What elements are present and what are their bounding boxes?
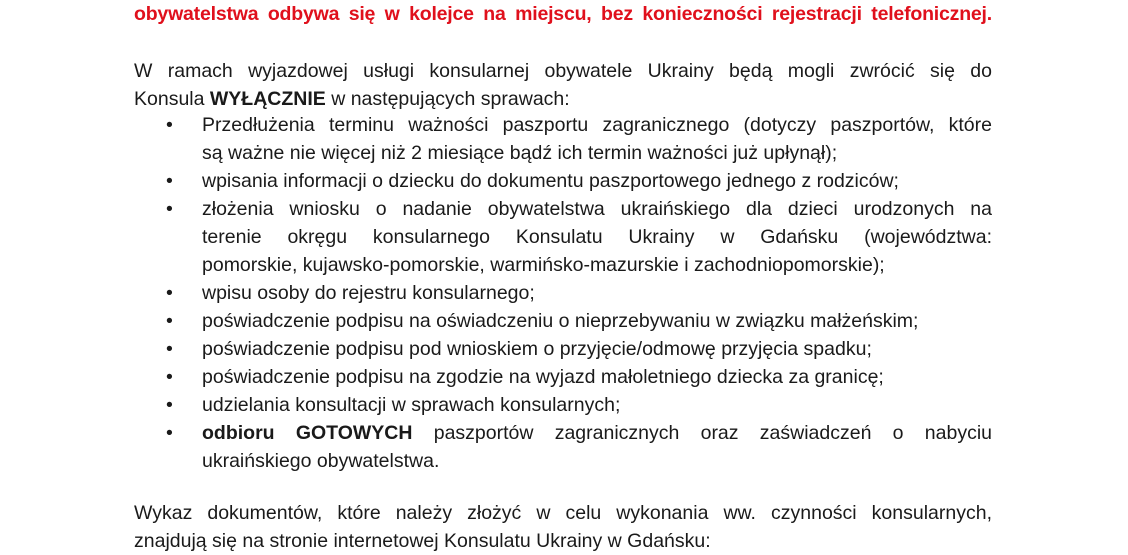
bullet-icon: • bbox=[166, 114, 173, 136]
bullet-icon: • bbox=[166, 394, 173, 416]
bullet-icon: • bbox=[166, 338, 173, 360]
list-item bbox=[134, 391, 992, 419]
bullet-icon: • bbox=[166, 198, 173, 220]
list-item bbox=[134, 167, 992, 195]
bullet-icon: • bbox=[166, 170, 173, 192]
list-item-line: udzielania konsultacji w sprawach konsularnych; bbox=[202, 394, 621, 416]
intro-bold-exclusively: WYŁĄCZNIE bbox=[209, 88, 326, 110]
bullet-icon: • bbox=[166, 310, 173, 332]
intro-suffix: w następujących sprawach: bbox=[325, 88, 570, 110]
bold-ready-pickup: odbioru GOTOWYCH bbox=[202, 422, 413, 444]
list-item-line: poświadczenie podpisu na zgodzie na wyjazd małoletniego dziecka za granicę; bbox=[202, 366, 884, 388]
intro-line-1: W ramach wyjazdowej usługi konsularnej obywatele Ukrainy będą mogli zwrócić się do bbox=[134, 60, 992, 82]
outro-paragraph bbox=[134, 499, 992, 555]
intro-line-2 bbox=[134, 85, 992, 113]
list-item-line: są ważne nie więcej niż 2 miesiące bądź ich termin ważności już upłynął); bbox=[202, 142, 838, 164]
list-item-text: paszportów zagranicznych oraz zaświadczeń o nabyciu bbox=[412, 422, 992, 444]
list-item-line: ukraińskiego obywatelstwa. bbox=[202, 450, 440, 472]
intro-paragraph bbox=[134, 57, 992, 113]
list-item bbox=[134, 307, 992, 335]
list-item-line: Przedłużenia terminu ważności paszportu zagranicznego (dotyczy paszportów, które bbox=[202, 114, 992, 136]
list-item-line: wpisu osoby do rejestru konsularnego; bbox=[202, 282, 535, 304]
bullet-icon: • bbox=[166, 366, 173, 388]
list-item-line: złożenia wniosku o nadanie obywatelstwa ukraińskiego dla dzieci urodzonych na bbox=[202, 198, 992, 220]
intro-prefix: Konsula bbox=[134, 88, 210, 110]
list-item bbox=[134, 419, 992, 475]
list-item bbox=[134, 111, 992, 167]
list-item-line: terenie okręgu konsularnego Konsulatu Ukrainy w Gdańsku (województwa: bbox=[202, 226, 992, 248]
red-notice-text: obywatelstwa odbywa się w kolejce na miejscu, bez konieczności rejestracji telefonicznej. bbox=[134, 3, 992, 25]
services-list bbox=[134, 111, 992, 475]
bullet-icon: • bbox=[166, 282, 173, 304]
outro-line-1: Wykaz dokumentów, które należy złożyć w celu wykonania ww. czynności konsularnych, bbox=[134, 502, 992, 524]
list-item bbox=[134, 195, 992, 279]
list-item-line bbox=[202, 419, 992, 447]
list-item bbox=[134, 335, 992, 363]
list-item-line: poświadczenie podpisu pod wnioskiem o przyjęcie/odmowę przyjęcia spadku; bbox=[202, 338, 872, 360]
list-item bbox=[134, 279, 992, 307]
bullet-icon: • bbox=[166, 422, 173, 444]
list-item-line: wpisania informacji o dziecku do dokumentu paszportowego jednego z rodziców; bbox=[202, 170, 899, 192]
list-item-line: poświadczenie podpisu na oświadczeniu o nieprzebywaniu w związku małżeńskim; bbox=[202, 310, 919, 332]
list-item bbox=[134, 363, 992, 391]
list-item-line: pomorskie, kujawsko-pomorskie, warmińsko-mazurskie i zachodniopomorskie); bbox=[202, 254, 885, 276]
outro-line-2: znajdują się na stronie internetowej Konsulatu Ukrainy w Gdańsku: bbox=[134, 530, 711, 552]
